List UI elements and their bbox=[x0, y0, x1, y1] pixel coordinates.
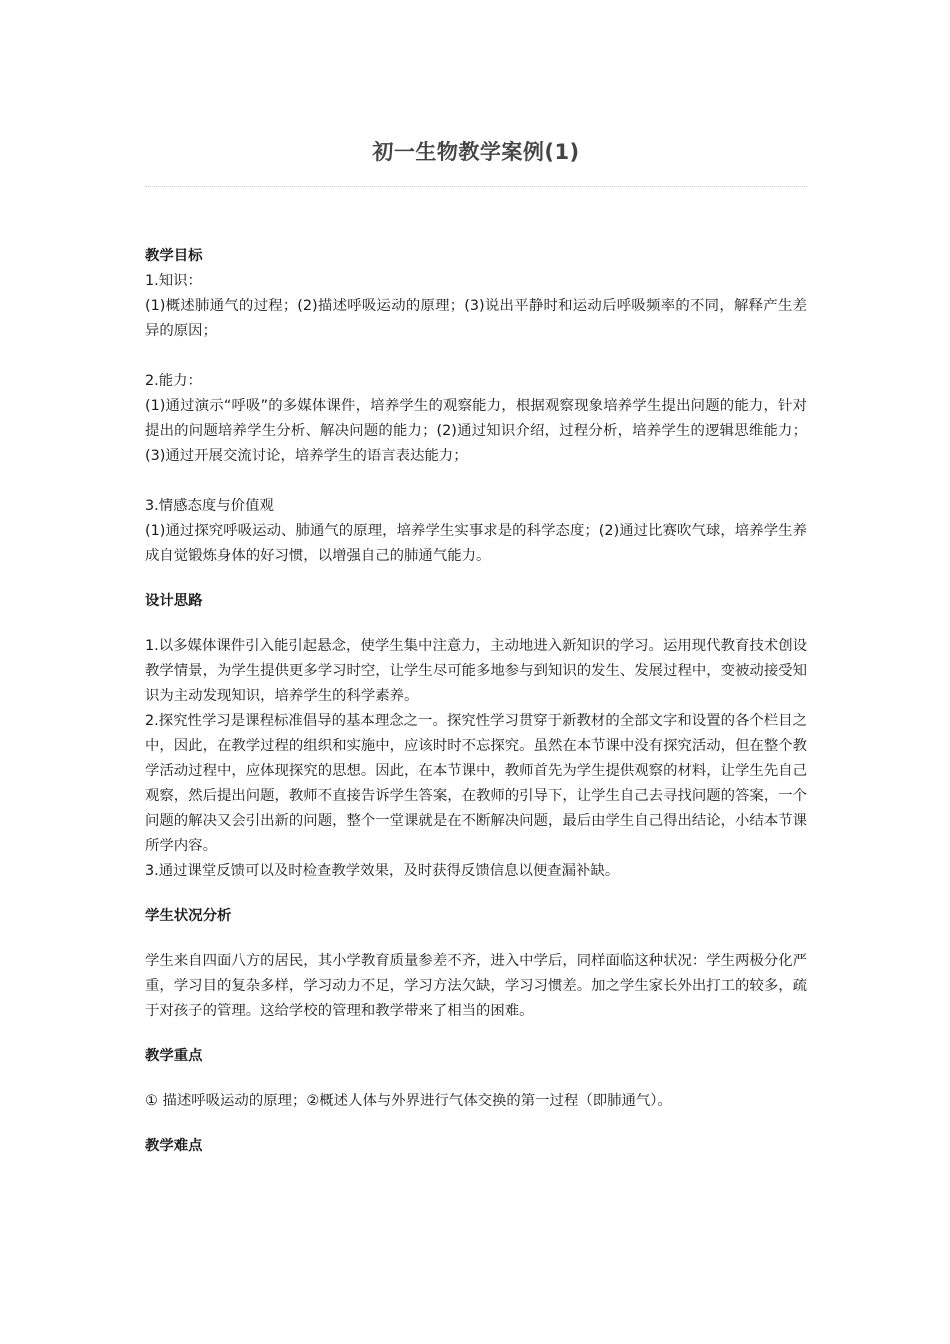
design-paragraph-2: 2.探究性学习是课程标准倡导的基本理念之一。探究性学习贯穿于新教材的全部文字和设置的各个栏目之中，因此，在教学过程的组织和实施中，应该时时不忘探究。虽然在本节课中没有探究活动，但在整个教学活动过程中，应体现探究的思想。因此，在本节课中，教师首先为学生提供观察的材料，让学生先自己观察，然后提出问题，教师不直接告诉学生答案，在教师的引导下，让学生自己去寻找问题的答案，一个问题的解决又会引出新的问题，整个一堂课就是在不断解决问题，最后由学生自己得出结论，小结本节课所学内容。 bbox=[145, 713, 807, 854]
heading-design: 设计思路 bbox=[145, 593, 203, 609]
teaching-focus-text: ① 描述呼吸运动的原理；②概述人体与外界进行气体交换的第一过程（即肺通气）。 bbox=[145, 1093, 672, 1109]
heading-teaching-goals: 教学目标 bbox=[145, 248, 203, 264]
spacer bbox=[145, 1114, 807, 1134]
knowledge-text: (1)概述肺通气的过程；(2)描述呼吸运动的原理；(3)说出平静时和运动后呼吸频率的不同，解释产生差异的原因； bbox=[145, 298, 807, 339]
spacer bbox=[145, 469, 807, 494]
heading-teaching-difficulty: 教学难点 bbox=[145, 1138, 203, 1154]
spacer bbox=[145, 884, 807, 904]
spacer bbox=[145, 614, 807, 634]
design-paragraph-1: 1.以多媒体课件引入能引起悬念，使学生集中注意力，主动地进入新知识的学习。运用现代教育技术创设教学情景，为学生提供更多学习时空，让学生尽可能多地参与到知识的发生、发展过程中，变被动接受知识为主动发现知识，培养学生的科学素养。 bbox=[145, 638, 807, 704]
spacer bbox=[145, 929, 807, 949]
heading-student-analysis: 学生状况分析 bbox=[145, 908, 232, 924]
attitude-label: 3.情感态度与价值观 bbox=[145, 498, 274, 514]
design-paragraph-3: 3.通过课堂反馈可以及时检查教学效果，及时获得反馈信息以便查漏补缺。 bbox=[145, 863, 620, 879]
document-title: 初一生物教学案例(1) bbox=[372, 140, 580, 164]
document-body bbox=[145, 244, 807, 1159]
spacer bbox=[145, 1024, 807, 1044]
student-analysis-text: 学生来自四面八方的居民，其小学教育质量参差不齐，进入中学后，同样面临这种状况：学生两极分化严重，学习目的复杂多样，学习动力不足，学习方法欠缺，学习习惯差。加之学生家长外出打工的较多，疏于对孩子的管理。这给学校的管理和教学带来了相当的困难。 bbox=[145, 953, 807, 1019]
knowledge-label: 1.知识： bbox=[145, 273, 202, 289]
heading-teaching-focus: 教学重点 bbox=[145, 1048, 203, 1064]
ability-label: 2.能力： bbox=[145, 373, 202, 389]
ability-text: (1)通过演示“呼吸”的多媒体课件，培养学生的观察能力，根据观察现象培养学生提出问题的能力，针对提出的问题培养学生分析、解决问题的能力；(2)通过知识介绍，过程分析，培养学生的逻辑思维能力；(3)通过开展交流讨论，培养学生的语言表达能力； bbox=[145, 398, 807, 464]
attitude-text: (1)通过探究呼吸运动、肺通气的原理，培养学生实事求是的科学态度；(2)通过比赛吹气球，培养学生养成自觉锻炼身体的好习惯，以增强自己的肺通气能力。 bbox=[145, 523, 807, 564]
title-divider bbox=[145, 186, 807, 187]
spacer bbox=[145, 344, 807, 369]
spacer bbox=[145, 1069, 807, 1089]
spacer bbox=[145, 569, 807, 589]
